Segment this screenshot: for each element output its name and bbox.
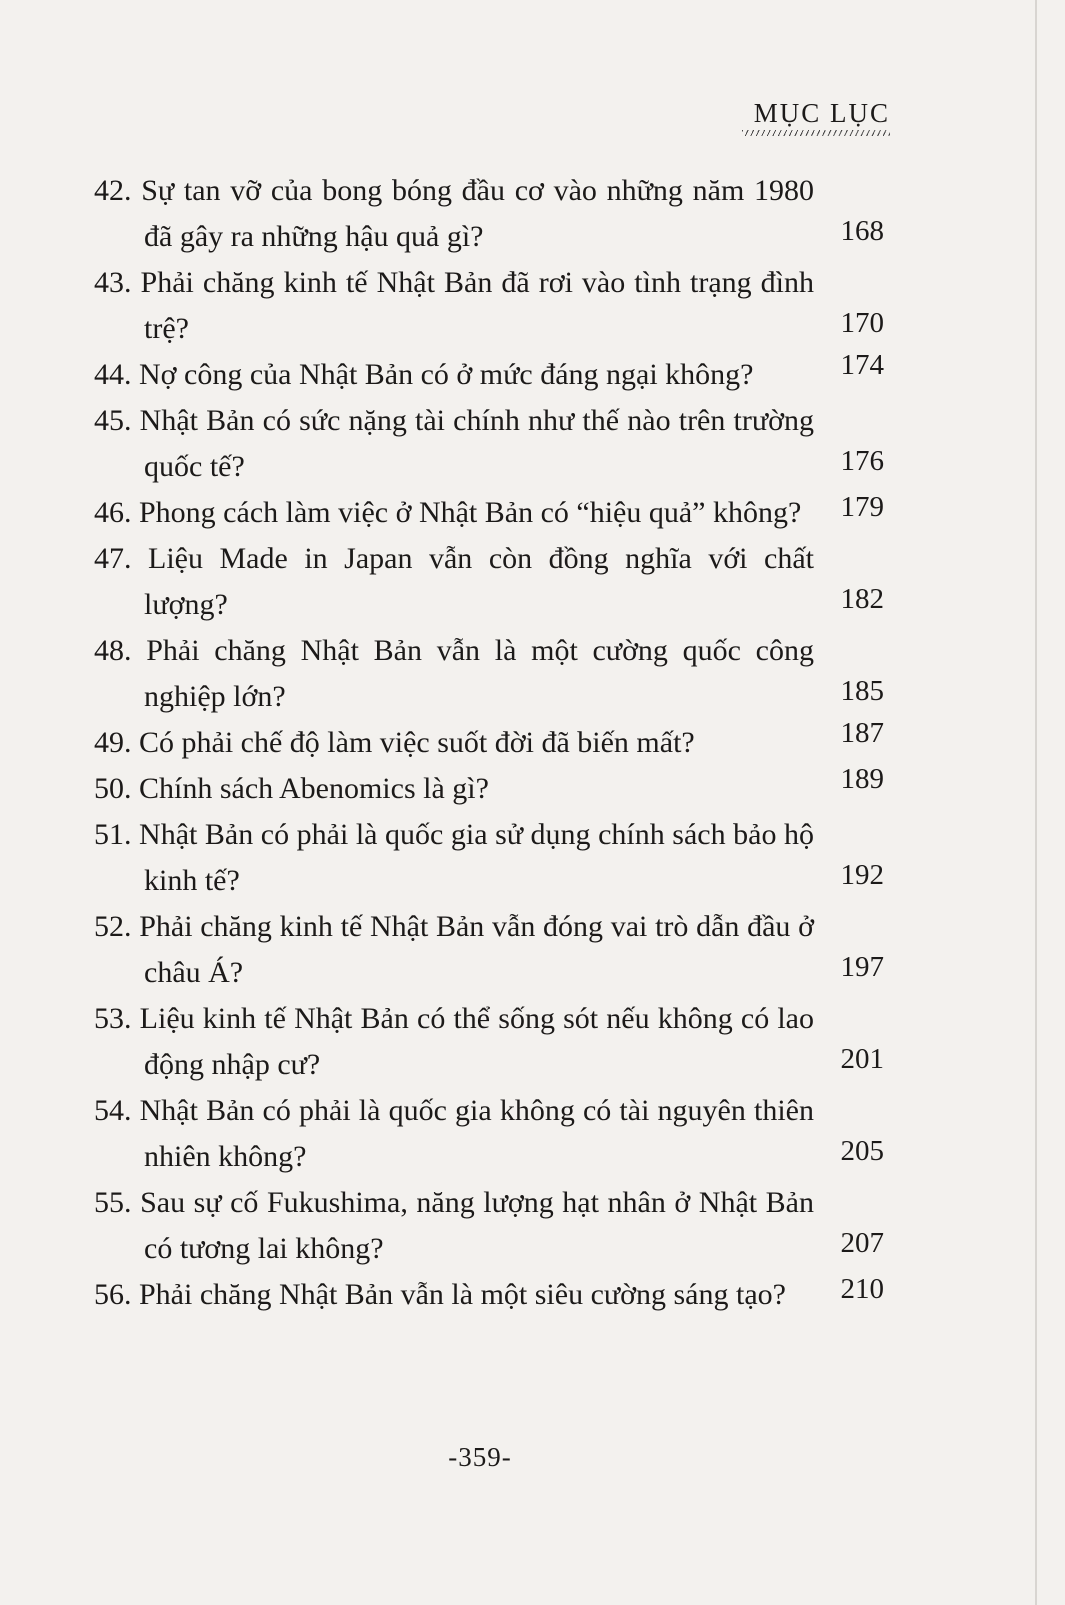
toc-entry-55 bbox=[94, 1180, 894, 1272]
entry-title: Chính sách Abenomics là gì? bbox=[139, 772, 489, 805]
section-title: MỤC LỤC bbox=[753, 98, 890, 128]
entry-title: Có phải chế độ làm việc suốt đời đã biến mất? bbox=[139, 726, 695, 759]
toc-entry-44 bbox=[94, 349, 894, 398]
entry-title: Nhật Bản có sức nặng tài chính như thế nào trên trường quốc tế? bbox=[139, 404, 814, 483]
entry-page: 189 bbox=[840, 763, 884, 795]
entry-number: 47. bbox=[94, 542, 132, 575]
entry-title: Phải chăng Nhật Bản vẫn là một siêu cường sáng tạo? bbox=[139, 1278, 786, 1311]
page-header bbox=[700, 98, 890, 136]
entry-number: 52. bbox=[94, 910, 132, 943]
toc-entry-42 bbox=[94, 168, 894, 260]
entry-number: 56. bbox=[94, 1278, 132, 1311]
entry-title: Phong cách làm việc ở Nhật Bản có “hiệu quả” không? bbox=[139, 496, 802, 529]
entry-number: 46. bbox=[94, 496, 132, 529]
toc-entry-47 bbox=[94, 536, 894, 628]
entry-page: 205 bbox=[840, 1135, 884, 1167]
entry-page: 168 bbox=[840, 215, 884, 247]
entry-page: 210 bbox=[840, 1273, 884, 1305]
entry-title: Liệu Made in Japan vẫn còn đồng nghĩa với chất lượng? bbox=[144, 542, 814, 621]
toc-entry-48 bbox=[94, 628, 894, 720]
entry-title: Phải chăng kinh tế Nhật Bản vẫn đóng vai trò dẫn đầu ở châu Á? bbox=[139, 910, 814, 989]
entry-page: 187 bbox=[840, 717, 884, 749]
entry-title: Sự tan vỡ của bong bóng đầu cơ vào những năm 1980 đã gây ra những hậu quả gì? bbox=[141, 174, 815, 253]
entry-page: 179 bbox=[840, 491, 884, 523]
entry-page: 197 bbox=[840, 951, 884, 983]
toc-entry-45 bbox=[94, 398, 894, 490]
entry-page: 192 bbox=[840, 859, 884, 891]
entry-title: Liệu kinh tế Nhật Bản có thể sống sót nếu không có lao động nhập cư? bbox=[139, 1002, 814, 1081]
entry-page: 176 bbox=[840, 445, 884, 477]
toc-entry-43 bbox=[94, 260, 894, 352]
entry-number: 50. bbox=[94, 772, 132, 805]
toc-entry-51 bbox=[94, 812, 894, 904]
entry-page: 185 bbox=[840, 675, 884, 707]
entry-title: Sau sự cố Fukushima, năng lượng hạt nhân ở Nhật Bản có tương lai không? bbox=[140, 1186, 814, 1265]
entry-page: 182 bbox=[840, 583, 884, 615]
entry-page: 174 bbox=[840, 349, 884, 381]
entry-number: 51. bbox=[94, 818, 132, 851]
entry-title: Nợ công của Nhật Bản có ở mức đáng ngại không? bbox=[139, 358, 754, 391]
entry-title: Phải chăng Nhật Bản vẫn là một cường quốc công nghiệp lớn? bbox=[144, 634, 814, 713]
entry-number: 48. bbox=[94, 634, 132, 667]
entry-page: 201 bbox=[840, 1043, 884, 1075]
toc-entry-46 bbox=[94, 490, 894, 536]
page-edge bbox=[1035, 0, 1037, 1605]
toc-entry-49 bbox=[94, 717, 894, 766]
toc-entry-50 bbox=[94, 763, 894, 812]
entry-number: 54. bbox=[94, 1094, 132, 1127]
entry-number: 55. bbox=[94, 1186, 132, 1219]
entry-number: 49. bbox=[94, 726, 132, 759]
entry-page: 207 bbox=[840, 1227, 884, 1259]
entry-number: 45. bbox=[94, 404, 132, 437]
toc-entry-53 bbox=[94, 996, 894, 1088]
entry-number: 42. bbox=[94, 174, 132, 207]
table-of-contents bbox=[94, 168, 894, 1318]
entry-title: Nhật Bản có phải là quốc gia không có tài nguyên thiên nhiên không? bbox=[139, 1094, 814, 1173]
entry-title: Phải chăng kinh tế Nhật Bản đã rơi vào tình trạng đình trệ? bbox=[140, 266, 815, 345]
toc-entry-56 bbox=[94, 1272, 894, 1318]
entry-title: Nhật Bản có phải là quốc gia sử dụng chính sách bảo hộ kinh tế? bbox=[139, 818, 814, 897]
toc-entry-54 bbox=[94, 1088, 894, 1180]
entry-number: 44. bbox=[94, 358, 132, 391]
entry-page: 170 bbox=[840, 307, 884, 339]
entry-number: 53. bbox=[94, 1002, 132, 1035]
page-number: -359- bbox=[448, 1442, 512, 1472]
header-ornament-rule bbox=[742, 130, 890, 136]
toc-entry-52 bbox=[94, 904, 894, 996]
entry-number: 43. bbox=[94, 266, 132, 299]
